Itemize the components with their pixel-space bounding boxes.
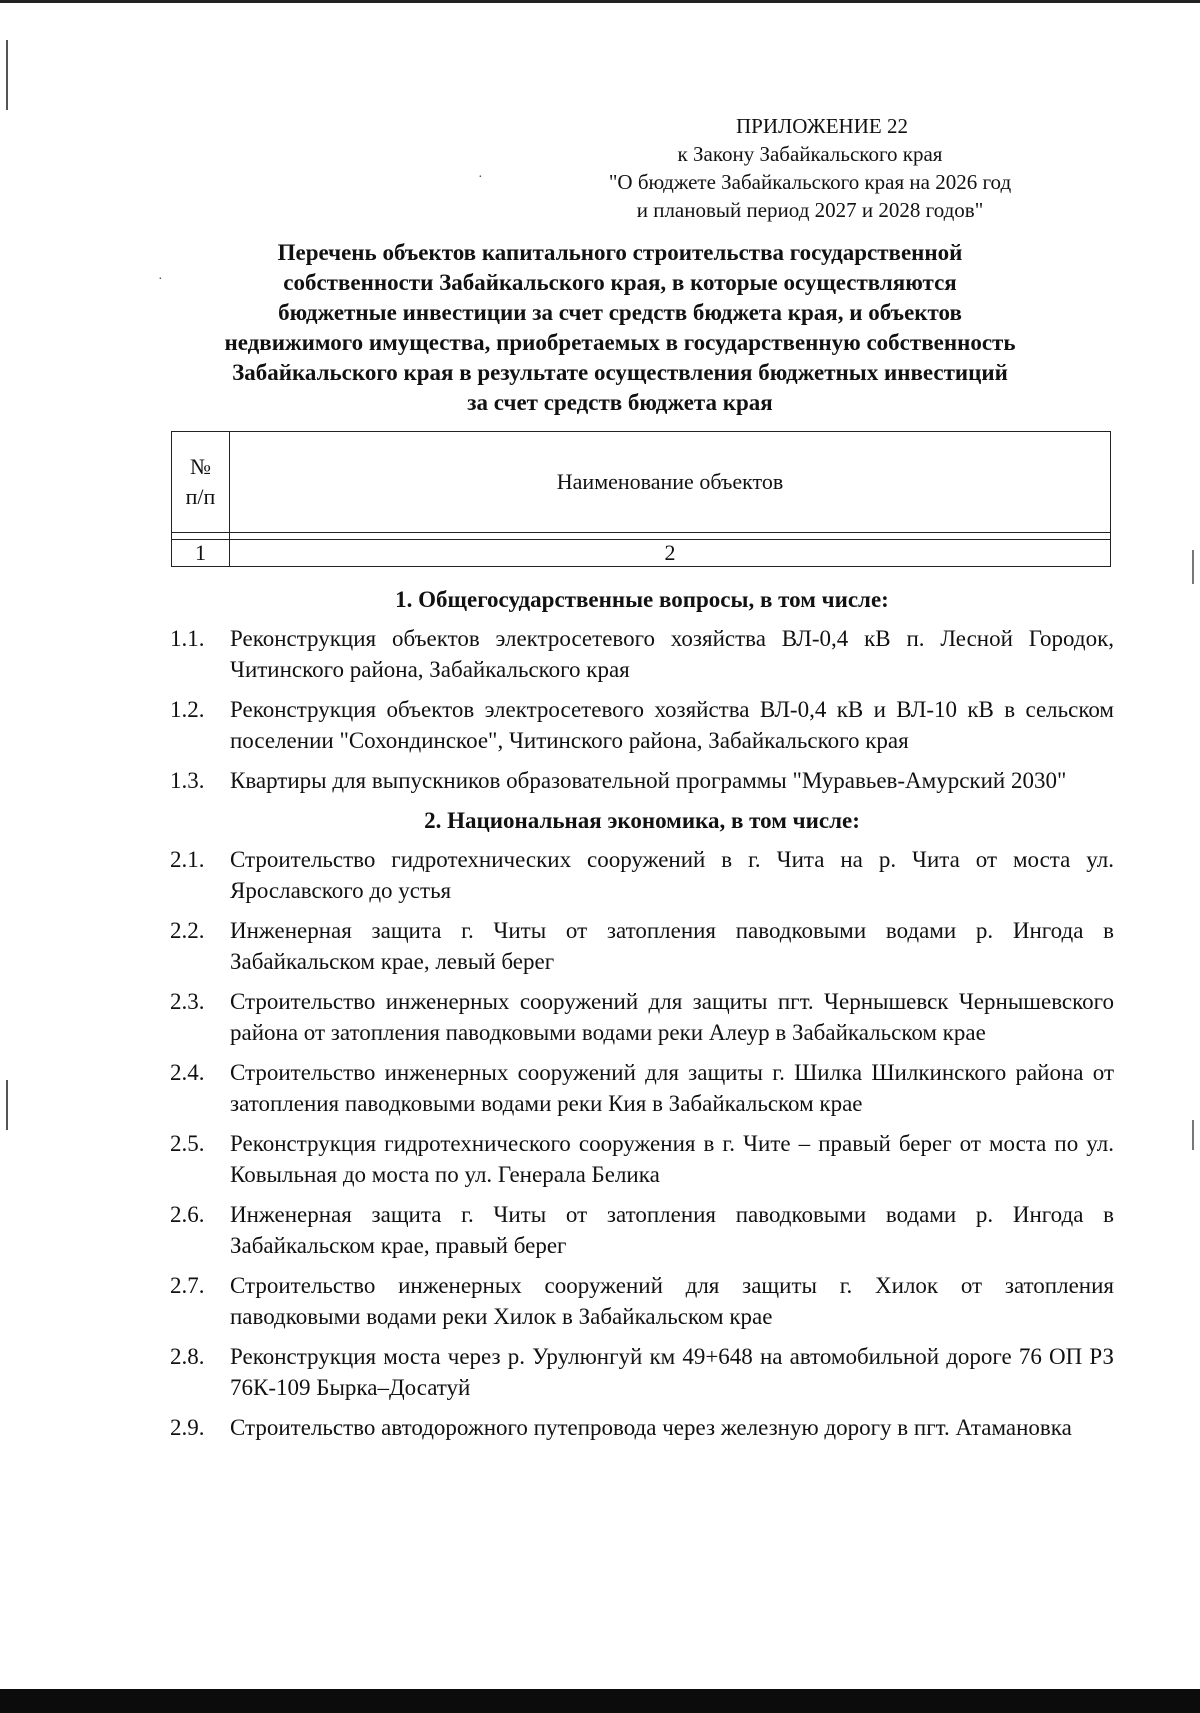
- scan-speck: ·: [478, 170, 483, 185]
- list-item: [170, 1341, 1114, 1403]
- list-item: [170, 844, 1114, 906]
- item-number: 2.2.: [170, 918, 205, 943]
- title-line: бюджетные инвестиции за счет средств бюджета края, и объектов: [278, 300, 962, 325]
- title-line: недвижимого имущества, приобретаемых в государственную собственность: [224, 330, 1016, 355]
- list-item: [170, 986, 1114, 1048]
- item-number: 2.1.: [170, 847, 205, 872]
- item-text: Инженерная защита г. Читы от затопления паводковыми водами р. Ингода в Забайкальском крае, левый берег: [230, 918, 1114, 974]
- scan-margin-mark: [1192, 1120, 1194, 1150]
- item-text: Строительство инженерных сооружений для защиты г. Шилка Шилкинского района от затопления паводковыми водами реки Кия в Забайкальском крае: [230, 1060, 1114, 1116]
- document-title: [160, 238, 1080, 418]
- list-item: [170, 694, 1114, 756]
- item-text: Строительство инженерных сооружений для защиты г. Хилок от затопления паводковыми водами реки Хилок в Забайкальском крае: [230, 1273, 1114, 1329]
- item-number: 1.3.: [170, 768, 205, 793]
- item-number: 2.5.: [170, 1131, 205, 1156]
- scan-speck: ·ৢ: [158, 272, 174, 287]
- column-number-abbr: п/п: [185, 484, 216, 509]
- appendix-number: ПРИЛОЖЕНИЕ 22: [736, 114, 908, 138]
- column-name-index: 2: [230, 540, 1111, 567]
- item-text: Строительство инженерных сооружений для защиты пгт. Чернышевск Чернышевского района от затопления паводковыми водами реки Алеур в Забайкальском крае: [230, 989, 1114, 1045]
- title-line: Забайкальского края в результате осуществления бюджетных инвестиций: [232, 360, 1008, 385]
- item-number: 2.3.: [170, 989, 205, 1014]
- list-item: [170, 1057, 1114, 1119]
- objects-list: [170, 584, 1114, 1452]
- appendix-header: [540, 112, 1080, 224]
- scan-margin-mark: [1192, 550, 1194, 584]
- objects-table-header: [171, 431, 1111, 567]
- item-number: 2.8.: [170, 1344, 205, 1369]
- table-gap: [172, 533, 230, 540]
- item-number: 2.7.: [170, 1273, 205, 1298]
- column-number-symbol: №: [190, 454, 211, 479]
- section-title: 2. Национальная экономика, в том числе:: [424, 808, 860, 833]
- item-number: 1.2.: [170, 697, 205, 722]
- section-title: 1. Общегосударственные вопросы, в том числе:: [395, 587, 889, 612]
- scan-margin-mark: [6, 40, 8, 110]
- scan-margin-mark: [6, 1080, 8, 1130]
- scan-top-edge: [0, 0, 1200, 3]
- title-line: за счет средств бюджета края: [467, 390, 773, 415]
- item-number: 1.1.: [170, 626, 205, 651]
- list-item: [170, 1199, 1114, 1261]
- item-text: Квартиры для выпускников образовательной программы "Муравьев-Амурский 2030": [230, 768, 1067, 793]
- item-text: Реконструкция объектов электросетевого хозяйства ВЛ-0,4 кВ и ВЛ-10 кВ в сельском поселении "Сохондинское", Читинского района, Забайкальского края: [230, 697, 1114, 753]
- column-number-index: 1: [172, 540, 230, 567]
- column-name-header: Наименование объектов: [230, 432, 1111, 533]
- list-item: [170, 1128, 1114, 1190]
- scan-bottom-edge: [0, 1689, 1200, 1713]
- list-item: [170, 765, 1114, 796]
- item-number: 2.9.: [170, 1415, 205, 1440]
- item-text: Реконструкция моста через р. Урулюнгуй км 49+648 на автомобильной дороге 76 ОП РЗ 76К-109 Бырка–Досатуй: [230, 1344, 1114, 1400]
- title-line: Перечень объектов капитального строительства государственной: [277, 240, 963, 265]
- list-item: [170, 1270, 1114, 1332]
- title-line: собственности Забайкальского края, в которые осуществляются: [283, 270, 957, 295]
- item-text: Инженерная защита г. Читы от затопления паводковыми водами р. Ингода в Забайкальском крае, правый берег: [230, 1202, 1114, 1258]
- appendix-law-title-2: и плановый период 2027 и 2028 годов": [636, 198, 984, 222]
- appendix-law-ref: к Закону Забайкальского края: [677, 142, 943, 166]
- appendix-law-title-1: "О бюджете Забайкальского края на 2026 год: [608, 170, 1012, 194]
- table-gap: [230, 533, 1111, 540]
- item-text: Строительство автодорожного путепровода через железную дорогу в пгт. Атамановка: [230, 1415, 1072, 1440]
- item-number: 2.6.: [170, 1202, 205, 1227]
- list-item: [170, 623, 1114, 685]
- item-number: 2.4.: [170, 1060, 205, 1085]
- item-text: Строительство гидротехнических сооружений в г. Чита на р. Чита от моста ул. Ярославского до устья: [230, 847, 1114, 903]
- list-item: [170, 1412, 1114, 1443]
- item-text: Реконструкция объектов электросетевого хозяйства ВЛ-0,4 кВ п. Лесной Городок, Читинского района, Забайкальского края: [230, 626, 1114, 682]
- list-item: [170, 915, 1114, 977]
- column-number-header: [172, 432, 230, 533]
- item-text: Реконструкция гидротехнического сооружения в г. Чите – правый берег от моста по ул. Ковыльная до моста по ул. Генерала Белика: [230, 1131, 1114, 1187]
